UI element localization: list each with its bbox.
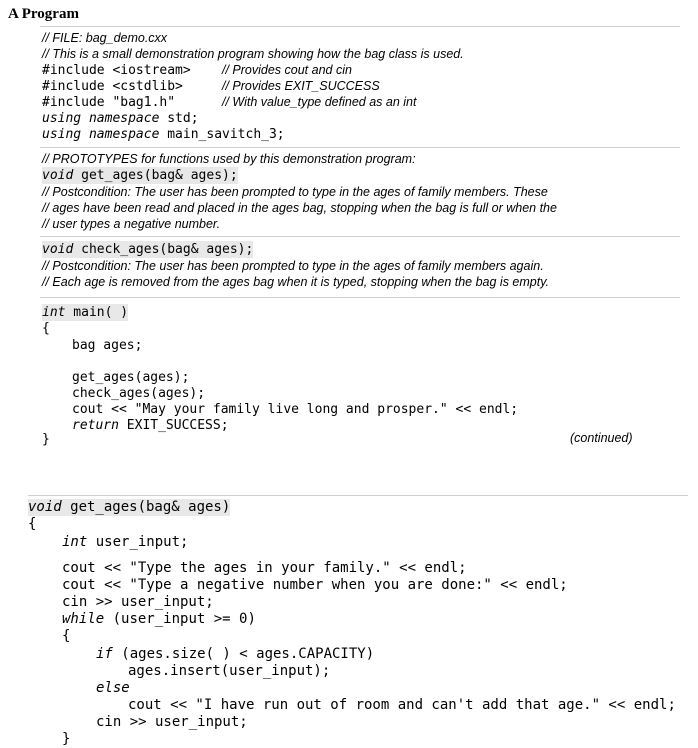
- separator-line: [40, 297, 680, 298]
- continued-label: (continued): [570, 431, 633, 445]
- using-std: [42, 110, 199, 127]
- check-ages-prototype: [42, 241, 253, 258]
- using-keyword: using namespace: [42, 111, 160, 126]
- return-rest: EXIT_SUCCESS;: [118, 418, 229, 433]
- get-ages-signature-rest: get_ages(bag& ages): [61, 499, 231, 515]
- get-ages-postcondition-2: // ages have been read and placed in the ages bag, stopping when the bag is full or when the: [42, 201, 557, 215]
- while-keyword: while: [62, 611, 105, 627]
- while-close-brace: }: [62, 731, 71, 747]
- else-keyword: else: [96, 680, 130, 696]
- get-ages-postcondition-3: // user types a negative number.: [42, 217, 221, 231]
- using-main-savitch: [42, 126, 285, 143]
- include-cstdlib-comment: // Provides EXIT_SUCCESS: [222, 79, 380, 93]
- get-ages-signature: [28, 499, 230, 516]
- get-ages-prototype-rest: get_ages(bag& ages);: [73, 168, 238, 183]
- include-bag1-comment: // With value_type defined as an int: [222, 95, 417, 109]
- prompt-cout-1: cout << "Type the ages in your family." << endl;: [62, 560, 467, 576]
- no-room-cout: cout << "I have run out of room and can't add that age." << endl;: [128, 697, 676, 713]
- int-keyword: int: [62, 534, 88, 550]
- using-keyword: using namespace: [42, 127, 160, 142]
- return-statement: [72, 417, 229, 434]
- user-input-declaration: [62, 534, 188, 551]
- get-ages-prototype: [42, 167, 238, 184]
- include-bag1: #include "bag1.h": [42, 95, 176, 110]
- get-ages-call: get_ages(ages);: [72, 370, 190, 385]
- prompt-cout-2: cout << "Type a negative number when you are done:" << endl;: [62, 577, 568, 593]
- separator-line: [40, 26, 680, 27]
- include-iostream: #include <iostream>: [42, 63, 191, 78]
- get-ages-postcondition-1: // Postcondition: The user has been prompted to type in the ages of family members. These: [42, 185, 548, 199]
- using-main-rest: main_savitch_3;: [159, 127, 285, 142]
- check-ages-postcondition-1: // Postcondition: The user has been prompted to type in the ages of family members again.: [42, 259, 544, 273]
- separator-line: [40, 147, 680, 148]
- if-keyword: if: [96, 646, 113, 662]
- separator-line: [40, 236, 680, 237]
- farewell-cout: cout << "May your family live long and prosper." << endl;: [72, 402, 519, 417]
- include-iostream-comment: // Provides cout and cin: [222, 63, 352, 77]
- get-ages-open-brace: {: [28, 516, 37, 532]
- while-condition: (user_input >= 0): [104, 611, 256, 627]
- cin-statement: cin >> user_input;: [62, 594, 214, 610]
- main-signature: [42, 304, 128, 321]
- int-keyword: int: [42, 305, 66, 320]
- return-keyword: return: [72, 418, 119, 433]
- check-ages-call: check_ages(ages);: [72, 386, 206, 401]
- main-signature-rest: main( ): [65, 305, 129, 320]
- void-keyword: void: [28, 499, 62, 515]
- description-comment: // This is a small demonstration program showing how the bag class is used.: [42, 47, 464, 61]
- while-statement: [62, 611, 256, 628]
- page-heading: A Program: [8, 6, 79, 22]
- if-statement: [96, 646, 374, 663]
- include-cstdlib: #include <cstdlib>: [42, 79, 183, 94]
- bag-declaration: bag ages;: [72, 338, 143, 353]
- insert-call: ages.insert(user_input);: [128, 663, 331, 679]
- user-input-declaration-rest: user_input;: [87, 534, 189, 550]
- if-condition: (ages.size( ) < ages.CAPACITY): [112, 646, 375, 662]
- check-ages-postcondition-2: // Each age is removed from the ages bag when it is typed, stopping when the bag is empty.: [42, 275, 550, 289]
- void-keyword: void: [42, 242, 74, 257]
- void-keyword: void: [42, 168, 74, 183]
- cin-statement-2: cin >> user_input;: [96, 714, 248, 730]
- while-open-brace: {: [62, 628, 71, 644]
- prototypes-comment: // PROTOTYPES for functions used by this demonstration program:: [42, 152, 416, 166]
- file-comment: // FILE: bag_demo.cxx: [42, 31, 168, 45]
- using-std-rest: std;: [159, 111, 199, 126]
- main-open-brace: {: [42, 321, 50, 336]
- main-close-brace: }: [42, 432, 50, 447]
- separator-line: [28, 495, 688, 496]
- check-ages-prototype-rest: check_ages(bag& ages);: [73, 242, 254, 257]
